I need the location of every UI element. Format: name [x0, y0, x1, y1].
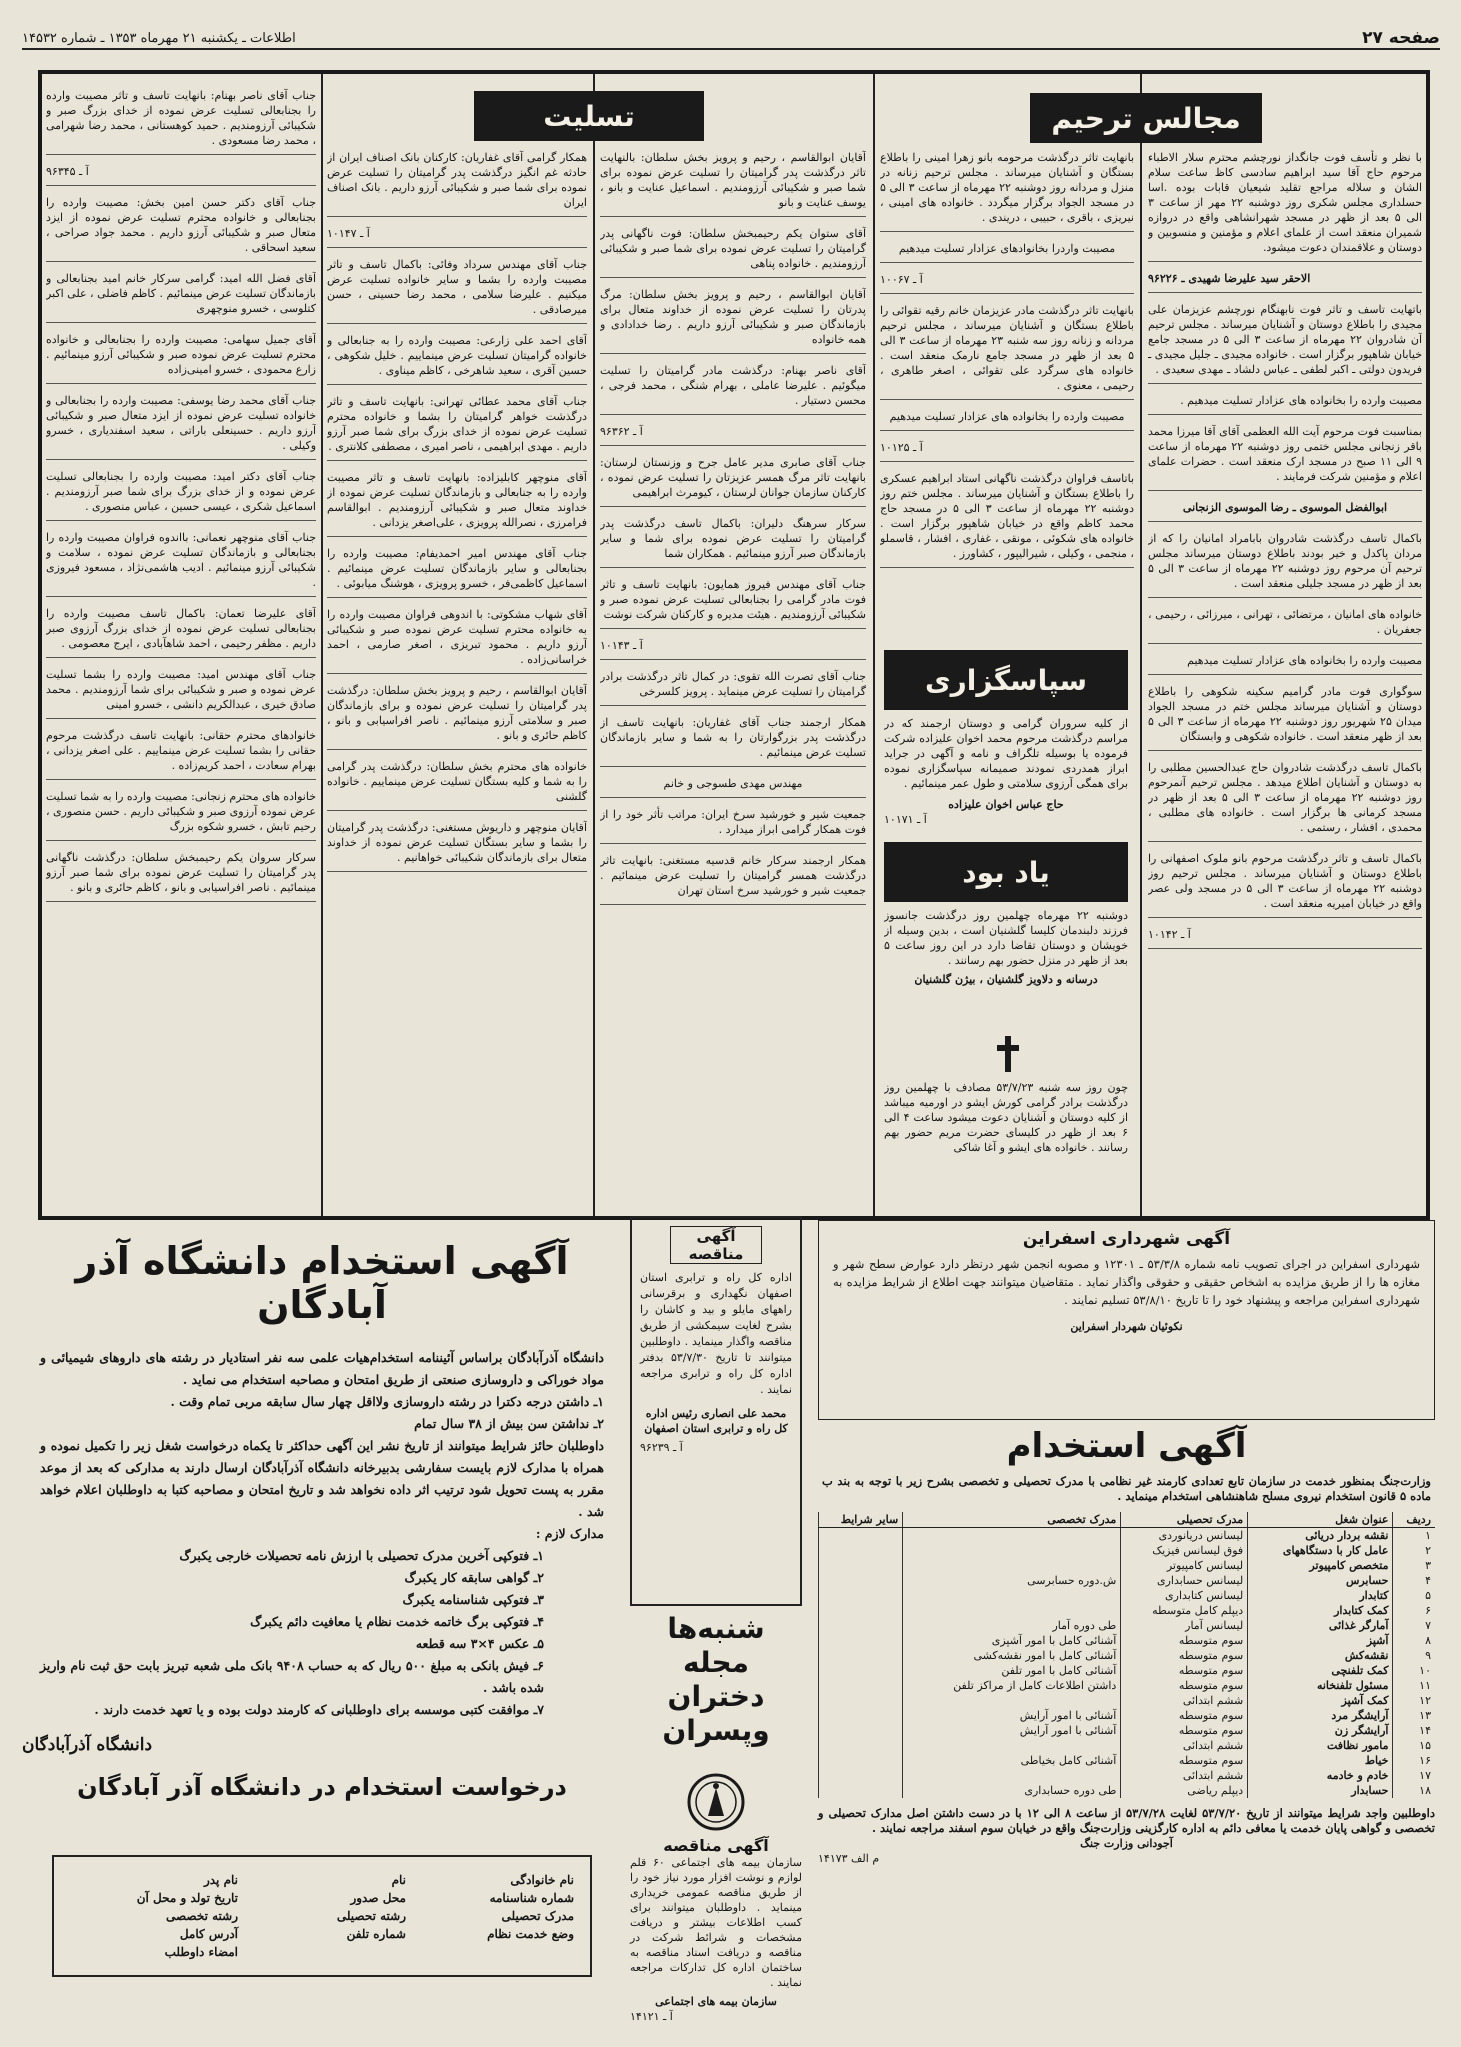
page-number: صفحه ۲۷ [1362, 28, 1440, 48]
table-cell: ۹ [1393, 1648, 1435, 1663]
magazine-promo [630, 1612, 802, 1762]
notice: همکار گرامی آقای غفاریان: کارکنان بانک اصناف ایران از حادثه غم انگیز درگذشت پدر گرامیتان را تسلیت عرض نموده برای شما صبر و شکیبائی آرزو داریم . بانک اصناف ایران [327, 150, 587, 217]
notice-code: آ ـ ۱۰۱۴۳ [600, 638, 866, 660]
notice: سوگواری فوت مادر گرامیم سکینه شکوهی را باطلاع دوستان و آشنایان میرساند مجلس ختم در مسجد الجواد میدان ۲۵ شهریور روز دوشنبه ۲۲ مهرماه از ساعت ۳ الی ۵ بعد از ظهر منعقد است . خانواده شکوهی و وابستگان [1148, 684, 1422, 751]
form-field: رشته تحصیلی [336, 1909, 406, 1923]
notice: خانواده های امانیان ، مرتضائی ، تهرانی ، میرزائی ، رحیمی ، جعفریان . [1148, 607, 1422, 644]
tender-1-title: آگهی مناقصه [670, 1226, 762, 1264]
table-cell: خادم و خادمه [1248, 1768, 1393, 1783]
table-cell: لیسانس دریانوردی [1121, 1528, 1248, 1544]
column-divider [321, 74, 323, 1216]
table-cell [819, 1768, 903, 1783]
table-cell [819, 1723, 903, 1738]
table-cell: ش.دوره حسابرسی [903, 1573, 1121, 1588]
notice: همکار ارجمند جناب آقای غفاریان: بانهایت تاسف از درگذشت پدر بزرگوارتان را به شما و سایر بازماندگان تسلیت عرض مینمائیم . [600, 715, 866, 767]
table-cell: ۳ [1393, 1558, 1435, 1573]
notice: مصیبت وارده را بخانواده های عزادار تسلیت میدهیم . [1148, 393, 1422, 415]
column-header: مدرک تخصصی [903, 1512, 1121, 1528]
form-field: تاریخ تولد و محل آن [136, 1891, 238, 1905]
table-cell [819, 1663, 903, 1678]
column-header: مدرک تحصیلی [1121, 1512, 1248, 1528]
yadbood-notice [884, 908, 1128, 1028]
table-cell: ۱۳ [1393, 1708, 1435, 1723]
notice: سرکار سرهنگ دلیران: باکمال تاسف درگذشت پدر گرامیتان را تسلیت عرض نموده برای شما و سایر بازماندگان صبر آرزو مینمائیم . همکاران شما [600, 516, 866, 568]
column-divider [593, 74, 595, 1216]
sepas-sign: حاج عباس اخوان علیزاده [948, 798, 1064, 811]
table-cell: لیسانس آمار [1121, 1618, 1248, 1633]
war-ministry-footer: داوطلبین واجد شرایط میتوانند از تاریخ ۵۳/۷/۲۰ لغایت ۵۳/۷/۲۸ از ساعت ۸ الی ۱۲ با در دست داشتن اصل مدارک تحصیلی و تخصصی و گواهی پایان خدمت یا معافی دائم به اداره کارگزینی وزارت‌جنگ واقع در خیابان سوم اسفند مراجعه نمایند . [818, 1806, 1435, 1835]
notice: باکمال تاسف درگذشت شادروان بابامراد امانیان را که از مردان پاکدل و خیر بودند باطلاع دوستان میرساند مجلس ترحیم آن مرحوم روز دوشنبه ۲۲ مهرماه از ساعت ۳ الی ۵ بعد از ظهر در مسجد جلیلی منعقد است . [1148, 531, 1422, 598]
table-row [819, 1768, 1436, 1783]
table-row [819, 1708, 1436, 1723]
table-row [819, 1753, 1436, 1768]
cross-icon [997, 1036, 1019, 1072]
table-cell: دیپلم ریاضی [1121, 1783, 1248, 1798]
column-2 [880, 150, 1134, 638]
table-cell: ششم ابتدائی [1121, 1768, 1248, 1783]
table-cell: آرایشگر مرد [1248, 1708, 1393, 1723]
notice: جناب آقای محمد عطائی تهرانی: بانهایت تاسف و تاثر درگذشت خواهر گرامیتان را بشما و خانواده محترم تسلیت عرض نموده از خدای بزرگ برای شما صبر آرزو داریم . مهدی ابراهیمی ، ناصر امیری ، مصطفی کلانتری . [327, 394, 587, 461]
application-form [52, 1855, 592, 1977]
doc-item: ۳ـ فتوکپی شناسنامه یکبرگ [402, 1592, 544, 1607]
tender-ad-1 [630, 1216, 802, 1606]
sepas-text: از کلیه سروران گرامی و دوستان ارجمند که در مراسم درگذشت مرحوم محمد اخوان علیزاده شرکت فرموده یا بوسیله تلگراف و نامه و آگهی در جراید ابراز همدردی نمودند صمیمانه سپاسگزاری نموده برای همگی آرزوی سلامتی و طول عمر مینمائیم . [884, 717, 1128, 790]
notice: باتهایت تاسف و تاثر فوت نابهنگام نورچشم عزیزمان علی مجیدی را باطلاع دوستان و آشنایان میرساند . مجلس ترحیم آن شادروان ۲۲ مهرماه از ساعت ۳ الی ۵ در مسجد جامع خیابان شاهپور برگزار است . خانواده مجیدی ـ جلیل مجیدی ـ فریدون دولتی ـ اکبر لطفی ـ عباس دلشاد ـ مهدی سعیدی . [1148, 302, 1422, 384]
table-cell: سوم متوسطه [1121, 1753, 1248, 1768]
table-row [819, 1783, 1436, 1798]
notice: خانواده های محترم زنجانی: مصیبت وارده را به شما تسلیت عرض نموده آرزوی صبر و شکیبائی داریم . حسن منصوری ، رحیم تابش ، خسرو شکوه بزرگ [46, 789, 316, 841]
notice-sign: ابوالفضل الموسوی ـ رضا الموسوی الزنجانی [1148, 500, 1422, 522]
table-cell: ۱۴ [1393, 1723, 1435, 1738]
table-cell [819, 1708, 903, 1723]
notice: آقای ستوان یکم رحیمبخش سلطان: فوت ناگهانی پدر گرامیتان را تسلیت عرض نموده برای شما صبر و شکیبائی آرزومندیم . خانواده پناهی [600, 226, 866, 278]
notice: آقای فضل الله امید: گرامی سرکار خانم امید بجنابعالی و بازماندگان تسلیت عرض مینمائیم . کاظم فاضلی ، علی اکبر کتلوسی ، خسرو منوچهری [46, 271, 316, 323]
table-cell: نقشه بردار دریائی [1248, 1528, 1393, 1544]
column-header: ردیف [1393, 1512, 1435, 1528]
magazine-line: وپسران [662, 1714, 770, 1747]
table-cell: آشنائی با امور آرایش [903, 1708, 1121, 1723]
notice: بانهایت تاثر درگذشت مادر عزیزمان خانم رقیه تقوائی را باطلاع بستگان و آشنایان میرساند ، مجلس ترحیم مردانه و زنانه روز سه شنبه ۲۳ مهرماه از ساعت ۳ الی ۵ بعد از ظهر در مسجد جامع نارمک منعقد است . خانواده های سرگرد علی تقوائی ، اصغر طاهری ، رحیمی ، معنوی . [880, 303, 1134, 400]
table-cell: ششم ابتدائی [1121, 1693, 1248, 1708]
table-row [819, 1633, 1436, 1648]
banner-tasliat: تسلیت [474, 91, 704, 141]
table-cell: ۱۵ [1393, 1738, 1435, 1753]
table-cell: سوم متوسطه [1121, 1723, 1248, 1738]
notice-sign: مصیبت وارده را بخانواده های عزادار تسلیت میدهیم [880, 409, 1134, 431]
table-cell [819, 1543, 903, 1558]
table-cell: لیسانس کتابداری [1121, 1588, 1248, 1603]
table-cell: آشنائی کامل بخیاطی [903, 1753, 1121, 1768]
table-cell [819, 1678, 903, 1693]
notice-sign: مصیبت واردرا بخانوادهای عزادار تسلیت میدهیم [880, 241, 1134, 263]
notice: جناب آقای تصرت الله تقوی: در کمال تاثر درگذشت برادر گرامیتان را تسلیت عرض مینماید . پرویز کلسرخی [600, 669, 866, 706]
table-cell: فوق لیسانس فیزیک [1121, 1543, 1248, 1558]
table-cell: داشتن اطلاعات کامل از مراکز تلفن [903, 1678, 1121, 1693]
tender-2-text: سازمان بیمه های اجتماعی ۶۰ قلم لوازم و نوشت افزار مورد نیاز خود را از طریق مناقصه عمومی خریداری مینماید . داوطلبان میتوانند برای کسب اطلاعات بیشتر و دریافت مشخصات و شرائط شرکت در مناقصه و دریافت اسناد مناقصه به ساختمان اداره کل تدارکات مراجعه نمایند . [630, 1856, 802, 1989]
table-cell: عامل کار با دستگاههای [1248, 1543, 1393, 1558]
form-field: شماره تلفن [346, 1927, 406, 1941]
azarabadegan-apply: داوطلبان حائز شرایط میتوانند از تاریخ نشر این آگهی حداکثر تا یکماه درخواست شغل زیر را تکمیل نموده و همراه با مدارک لازم بایست سفارشی بدبیرخانه دانشگاه آذرآبادگان ارسال دارند به مدارکی که بعد از موعد مقرر به پست تحویل شود ترتیب اثر داده نخواهد شد و تاریخ امتحان و مصاحبه کتبا به داوطلبان اعلام خواهد شد . [40, 1438, 604, 1519]
table-cell [903, 1738, 1121, 1753]
table-cell: ۴ [1393, 1573, 1435, 1588]
notice: بانهایت تاثر درگذشت مرحومه بانو زهرا امینی را باطلاع بستگان و آشنایان میرساند . مجلس ترحیم زنانه در منزل و مردانه روز دوشنبه ۲۲ مهرماه از ساعت ۳ الی ۵ در مسجد الجواد برگزار میگردد . خانواده های امینی ، نیریزی ، باقری ، حبیبی ، دریندی . [880, 150, 1134, 232]
notice: با نظر و تأسف فوت جانگداز نورچشم محترم سلار الاطباء مرحوم حاج آقا سید ابراهیم سادسی کاظ ساعت سلام الشان و سلاله مراجع تقلید شیعیان قابات بوده .اسا حسلداری مجلس شکری روز دوشنبه ۲۲ مهر از ساعت ۳ الی ۵ بعد از ظهر در مسجد شهرانشاهی واقع در دروازه شمیران منعقد است از علمای اعلام و مؤمنین و منسوبین و دوستان و علاقمندان دعوت میشود. [1148, 150, 1422, 262]
notice: جناب آقای مهندس امیر احمدیفام: مصیبت وارده را بجنابعالی و سایر بازماندگان تسلیت عرض مینمائیم . اسماعیل کاظمی‌فر ، خسرو پرویزی ، هوشنگ میابوئی . [327, 546, 587, 598]
war-ministry-ad [818, 1426, 1435, 2024]
azarabadegan-form-title: درخواست استخدام در دانشگاه آذر آبادگان [77, 1773, 567, 1801]
form-field: وضع خدمت نظام [487, 1927, 574, 1941]
esfarayen-ad [818, 1220, 1435, 1420]
tender-ad-2 [630, 1772, 802, 2024]
banner-yadbood: یاد بود [884, 842, 1128, 902]
notice: آقای شهاب مشکوتی: با اندوهی فراوان مصیبت وارده را به خانواده محترم تسلیت عرض نموده صبر و شکیبائی آرزو داریم . محمود تبریزی ، اصغر صارمی ، احمد خراسانی‌زاده . [327, 607, 587, 674]
form-field: نام پدر [203, 1873, 238, 1887]
table-cell: دیپلم کامل متوسطه [1121, 1603, 1248, 1618]
notice-code: آ ـ ۱۰۱۲۵ [880, 440, 1134, 462]
table-cell: ۸ [1393, 1633, 1435, 1648]
form-field: آدرس کامل [179, 1927, 238, 1941]
table-cell [819, 1528, 903, 1544]
notice: مصیبت وارده را بخانواده های عزادار تسلیت میدهیم [1148, 653, 1422, 675]
table-cell [903, 1693, 1121, 1708]
table-cell: سوم متوسطه [1121, 1633, 1248, 1648]
table-row [819, 1723, 1436, 1738]
notice-code: آ ـ ۱۰۱۴۷ [327, 226, 587, 248]
notice: آقای احمد علی زارعی: مصیبت وارده را به جنابعالی و خانواده گرامیتان تسلیت عرض مینماییم . خلیل شکوهی ، حسین آقری ، سعید شاهرخی ، کاظم میناوی . [327, 333, 587, 385]
table-header-row [819, 1512, 1436, 1528]
esfarayen-text: شهرداری اسفراین در اجرای تصویب نامه شماره ۵۳/۳/۸ ـ ۱۲۳۰۱ و مصوبه انجمن شهر درنظر دارد عوارض سطح شهر و مغازه ها را از طریق مزایده به اشخاص حقیقی و حقوقی واگذار نماید . متقاضیان میتوانند جهت اطلاع از شرایط مزایده به شهرداری اسفراین مراجعه و پیشنهاد خود را تا تاریخ ۵۳/۸/۱۰ تسلیم نمایند . [833, 1257, 1420, 1307]
azarabadegan-ad [22, 1225, 622, 2023]
table-cell: نقشه‌کش [1248, 1648, 1393, 1663]
yadbood-sign: درسانه و دلاویز گلشنیان ، بیژن گلشنیان [914, 973, 1098, 986]
table-cell [819, 1693, 903, 1708]
table-cell: کمک آشپز [1248, 1693, 1393, 1708]
yadbood2-text: چون روز سه شنبه ۵۳/۷/۲۳ مصادف با چهلمین روز درگذشت برادر گرامی کورش ایشو در اورمیه میباشد از کلیه دوستان و آشنایان دعوت میشود ساعت ۴ الی ۶ بعد از ظهر در کلیسای حضرت مریم حضور بهم رسانند . خانواده های ایشو و آغا شاکی [884, 1081, 1128, 1154]
table-cell: سوم متوسطه [1121, 1648, 1248, 1663]
table-cell: ۱۰ [1393, 1663, 1435, 1678]
war-ministry-intro: وزارت‌جنگ بمنظور خدمت در سازمان تابع تعدادی کارمند غیر نظامی با مدرک تحصیلی و تخصصی بشرح زیر با توجه به بند ب ماده ۵ قانون استخدام نیروی مسلح شاهنشاهی استخدام مینماید . [822, 1474, 1431, 1503]
notice: آقای علیرضا تعمان: باکمال تاسف مصیبت وارده را بجنابعالی تسلیت عرض نموده از خدای بزرگ آرزوی صبر داریم . مظفر رحیمی ، احمد شاهآبادی ، ایرج معصومی . [46, 606, 316, 658]
form-field: مدرک تحصیلی [501, 1909, 574, 1923]
column-5 [46, 88, 316, 1210]
yadbood-text: دوشنبه ۲۲ مهرماه چهلمین روز درگذشت جانسوز فرزند دلبندمان کلیسا گلشنیان است ، بدین وسیله از خویشان و دوستان تقاضا دارد در این روز ساعت ۵ بعد از ظهر در منزل حضور بهم رسانند . [884, 909, 1128, 967]
table-cell: طی دوره آمار [903, 1618, 1121, 1633]
magazine-line: دختران [667, 1680, 765, 1713]
azarabadegan-cond2: ۲ـ نداشتن سن بیش از ۳۸ سال تمام [414, 1416, 604, 1431]
table-cell: حسابدار [1248, 1783, 1393, 1798]
page-header [22, 28, 1440, 50]
table-cell [819, 1648, 903, 1663]
table-cell: خیاط [1248, 1753, 1393, 1768]
azarabadegan-body [40, 1347, 604, 1721]
table-cell: ۱۸ [1393, 1783, 1435, 1798]
table-cell: حسابرس [1248, 1573, 1393, 1588]
column-divider [873, 74, 875, 1216]
table-row [819, 1588, 1436, 1603]
notice: جناب آقای دکتر حسن امین بخش: مصیبت وارده را بجنابعالی و خانواده محترم تسلیت عرض نموده از ایزد متعال صبر و شکیبائی آرزو داریم . محمد جواد صراحی ، سعید اسحاقی . [46, 195, 316, 262]
table-row [819, 1558, 1436, 1573]
table-cell: کتابدار [1248, 1588, 1393, 1603]
table-cell: آرایشگر زن [1248, 1723, 1393, 1738]
notice: جناب آقای منوچهر نعمانی: بااندوه فراوان مصیبت وارده را بجنابعالی و بازماندگان تسلیت عرض نموده ، سلامت و شکیبائی آرزو مینمائیم . ادیب هاشمی‌نژاد ، مسعود فیروزی . [46, 530, 316, 597]
azarabadegan-intro: دانشگاه آذرآبادگان براساس آئیننامه استخدام‌هیات علمی سه نفر استادیار در رشته های داروهای شیمیائی و مواد خوراکی و داروسازی صنعتی از طریق امتحان و مصاحبه استخدام می نماید . [40, 1350, 604, 1387]
notice: جناب آقای صابری مدیر عامل جرح و وزنستان لرستان: بانهایت تاثر مرگ همسر عزیزتان را تسلیت عرض نموده ، کارکنان سازمان جوانان لرستان ، کیومرث ابراهیمی [600, 455, 866, 507]
column-header: سایر شرایط [819, 1512, 903, 1528]
notice: آقایان ابوالقاسم ، رحیم و پرویز بخش سلطان: درگذشت پدر گرامیتان را تسلیت عرض نموده و برای بازماندگان صبر و سلامتی آرزو مینمائیم . ناصر افراسیابی و بانو ، کاظم حائری و بانو . [327, 683, 587, 750]
notice: جمعیت شیر و خورشید سرخ ایران: مراتب تأثر خود را از فوت همکار گرامی ابراز میدارد . [600, 807, 866, 844]
doc-item: ۶ـ فیش بانکی به مبلغ ۵۰۰ ریال که به حساب ۹۴۰۸ بانک ملی شعبه تبریز بابت حق ثبت نام واریز شده باشد . [40, 1658, 545, 1695]
column-divider [1140, 74, 1142, 1216]
notice: آقای منوچهر کابلیزاده: بانهایت تاسف و تاثر مصیبت وارده را به جنابعالی و بازماندگان تسلیت عرض نموده از خداوند متعال صبر و شکیبائی آرزومندیم . ابوالقاسم فرامرزی ، نصرالله پرویزی ، علی‌اصغر یزدانی . [327, 470, 587, 537]
notice-code: آ ـ ۱۰۱۴۲ [1148, 927, 1422, 949]
positions-table [818, 1512, 1435, 1798]
notice: جناب آقای دکتر امید: مصیبت وارده را بجنابعالی تسلیت عرض نموده و از خدای بزرگ برای شما صبر آرزومندیم . اسماعیل شکری ، عیسی حسین ، عباس منصوری . [46, 469, 316, 521]
table-cell [903, 1543, 1121, 1558]
table-row [819, 1618, 1436, 1633]
notice: خانوادهای محترم حقانی: بانهایت تاسف درگذشت مرحوم حقانی را بشما تسلیت عرض مینماییم . علی اصغر یزدانی ، بهرام سعادت ، احمد کریم‌زاده . [46, 728, 316, 780]
notice: جناب آقای ناصر بهنام: بانهایت تاسف و تاثر مصیبت وارده را بجنابعالی تسلیت عرض نموده از خدای بزرگ صبر و شکیبائی آرزومندیم . حمید کوهستانی ، محمد رضا شهرامی ، محمد رضا مسعودی . [46, 88, 316, 155]
table-cell: طی دوره حسابداری [903, 1783, 1121, 1798]
azarabadegan-docs-title: مدارک لازم : [535, 1526, 604, 1541]
positions-body [819, 1528, 1436, 1799]
notice: آقایان ابوالقاسم ، رحیم و پرویز بخش سلطان: مرگ پدرتان را تسلیت عرض نموده از خداوند متعال برای بازماندگان صبر و شکیبائی آرزو داریم . رضا خدادادی و همه خانواده [600, 287, 866, 354]
form-field: نام [391, 1873, 406, 1887]
table-cell [819, 1603, 903, 1618]
war-ministry-code: م الف ۱۴۱۷۳ [818, 1852, 880, 1865]
esfarayen-title: آگهی شهرداری اسفراین [1022, 1229, 1231, 1249]
table-cell: مسئول تلفنخانه [1248, 1678, 1393, 1693]
notice: باکمال تاسف و تاثر درگذشت مرحوم بانو ملوک اصفهانی را باطلاع دوستان و آشنایان میرساند . مجلس ترحیم روز دوشنبه ۲۲ مهرماه از ساعت ۳ الی ۵ در مسجد ولی عصر واقع در خیابان امیریه منعقد است . [1148, 851, 1422, 918]
table-cell [819, 1783, 903, 1798]
notice-sign: الاحقر سید علیرضا شهیدی ـ ۹۶۲۲۶ [1148, 271, 1422, 293]
tender-1-text: اداره کل راه و ترابری استان اصفهان نگهداری و برقرسانی راههای مایلو و بید و کاشان را بشرح لغایت سیمکشی از طریق مناقصه واگذار مینماید . داوطلبین میتوانند تا تاریخ ۵۳/۷/۳۰ بدفتر اداره کل راه و ترابری مراجعه نمایند . [640, 1271, 793, 1396]
table-cell [819, 1558, 903, 1573]
azarabadegan-title: آگهی استخدام دانشگاه آذر آبادگان [75, 1239, 569, 1327]
table-cell: ۱۶ [1393, 1753, 1435, 1768]
notice: همکار ارجمند سرکار خانم قدسیه مستغنی: بانهایت تاثر درگذشت همسر گرامیتان را تسلیت عرض مینمائیم . جمعیت شیر و خورشید سرخ استان تهران [600, 853, 866, 905]
war-ministry-sign: آجودانی وزارت جنگ [1080, 1837, 1173, 1850]
war-ministry-title: آگهی استخدام [1006, 1426, 1247, 1466]
table-cell: کمک کتابدار [1248, 1603, 1393, 1618]
table-cell: آمارگر غذائی [1248, 1618, 1393, 1633]
table-cell: سوم متوسطه [1121, 1678, 1248, 1693]
notice: جناب آقای مهندس سرداد وفائی: باکمال تاسف و تاثر مصیبت وارده را بشما و سایر خانواده تسلیت عرض میکنیم . علیرضا سلامی ، محمد رضا حسینی ، حسن میرصادقی . [327, 257, 587, 324]
form-field: نام خانوادگی [510, 1873, 574, 1887]
table-row [819, 1678, 1436, 1693]
column-1 [1148, 150, 1422, 1210]
form-field [406, 1945, 574, 1959]
tender-2-code: آ ـ ۱۴۱۲۱ [630, 2010, 673, 2023]
notice: آقایان ابوالقاسم ، رحیم و پرویز بخش سلطان: بالنهایت تاثر درگذشت پدر گرامیتان را تسلیت عرض نموده برای شما صبر و شکیبائی آرزومندیم . اسماعیل عنایت و بانو ، یوسف عنایت و بانو [600, 150, 866, 217]
notice: خانواده های محترم بخش سلطان: درگذشت پدر گرامی را به شما و کلیه بستگان تسلیت عرض مینماییم . خانواده گلشنی [327, 759, 587, 811]
table-cell: مامور نظافت [1248, 1738, 1393, 1753]
yadbood-notice-2 [884, 1080, 1128, 1210]
social-insurance-logo-icon [686, 1772, 746, 1832]
table-cell: ۱ [1393, 1528, 1435, 1544]
table-cell: متخصص کامپیوتر [1248, 1558, 1393, 1573]
tender-2-sign: سازمان بیمه های اجتماعی [655, 1995, 777, 2008]
notice: باتاسف فراوان درگذشت ناگهانی استاد ابراهیم عسکری را باطلاع بستگان و آشنایان میرساند . مجلس ختم روز دوشنبه ۲۲ مهرماه از ساعت ۳ الی ۵ در مسجد حاج محمد کاظم واقع در خیابان شاهپور برگزار است . خانواده های شکوئی ، مونقی ، غفاری ، افشار ، قاسملو ، منجمی ، وکیلی ، شیرالیپور ، کشاورز . [880, 471, 1134, 568]
table-row [819, 1528, 1436, 1544]
table-cell [819, 1738, 903, 1753]
notice: بمناسبت فوت مرحوم آیت الله العظمی آقای آقا میرزا محمد باقر زنجانی مجلس ختمی روز دوشنبه ۲۲ مهرماه از ساعت ۹ الی ۱۱ صبح در مسجد ارک منعقد است . حضرات علمای اعلام و مؤمنین شرکت فرمایند . [1148, 424, 1422, 491]
doc-item: ۲ـ گواهی سابقه کار یکبرگ [404, 1570, 544, 1585]
magazine-line: مجله [683, 1646, 749, 1679]
table-cell: ۱۱ [1393, 1678, 1435, 1693]
table-row [819, 1738, 1436, 1753]
table-cell: ۶ [1393, 1603, 1435, 1618]
table-cell: آشپز [1248, 1633, 1393, 1648]
doc-item: ۱ـ فتوکپی آخرین مدرک تحصیلی با ارزش نامه تحصیلات خارجی یکبرگ [179, 1548, 544, 1563]
table-cell: آشنائی کامل با امور آشپزی [903, 1633, 1121, 1648]
table-cell [903, 1588, 1121, 1603]
table-cell: ۲ [1393, 1543, 1435, 1558]
notice: جناب آقای محمد رضا یوسفی: مصیبت وارده را بجنابعالی و خانواده تسلیت عرض نموده از ایزد متعال صبر و شکیبائی آرزو داریم . حسینعلی باراتی ، سعید اسفندیاری ، خسرو وکیلی . [46, 393, 316, 460]
tender-2-title: آگهی مناقصه [663, 1836, 769, 1855]
doc-item: ۵ـ عکس ۴×۳ سه قطعه [415, 1636, 544, 1651]
table-cell: سوم متوسطه [1121, 1663, 1248, 1678]
table-row [819, 1573, 1436, 1588]
notice: سرکار سروان یکم رحیمبخش سلطان: درگذشت ناگهانی پدر گرامیتان را تسلیت عرض نموده برای شما صبر آرزو مینمائیم . ناصر افراسیابی و بانو ، کاظم حائری و بانو . [46, 850, 316, 902]
notice-code: آ ـ ۹۶۳۴۵ [46, 164, 316, 186]
table-cell [819, 1618, 903, 1633]
form-field: شماره شناسنامه [489, 1891, 574, 1905]
column-4 [327, 150, 587, 1210]
column-header: عنوان شغل [1248, 1512, 1393, 1528]
table-cell: آشنائی کامل با امور نقشه‌کشی [903, 1648, 1121, 1663]
table-cell [819, 1573, 903, 1588]
table-row [819, 1543, 1436, 1558]
table-cell [903, 1528, 1121, 1544]
banner-majales-tarhim: مجالس ترحیم [1030, 93, 1262, 143]
notice-sign: مهندس مهدی طسوجی و خانم [600, 776, 866, 798]
tender-1-sign: محمد علی انصاری رئیس اداره کل راه و ترابری استان اصفهان [644, 1407, 788, 1435]
table-cell: لیسانس کامپیوتر [1121, 1558, 1248, 1573]
form-field [238, 1945, 406, 1959]
notice: باکمال تاسف درگذشت شادروان حاج عبدالحسین مطلبی را به دوستان و آشنایان اطلاع میدهد . مجلس ترحیم آنمرحوم روز دوشنبه ۲۲ مهرماه از ساعت ۳ الی ۵ بعد از ظهر در مسجد کرمانی ها برگزار است . خانواده های مطلبی ، محمدی ، افشار ، رستمی . [1148, 760, 1422, 842]
table-cell: ۱۲ [1393, 1693, 1435, 1708]
esfarayen-sign: نکوئیان شهردار اسفراین [1070, 1320, 1183, 1333]
table-cell: ششم ابتدائی [1121, 1738, 1248, 1753]
magazine-line: شنبه‌ها [667, 1612, 765, 1645]
table-row [819, 1693, 1436, 1708]
doc-item: ۷ـ موافقت کتبی موسسه برای داوطلبانی که کارمند دولت بوده و یا تعهد خدمت دارند . [94, 1702, 544, 1717]
table-cell: ۵ [1393, 1588, 1435, 1603]
table-cell: آشنائی کامل با امور تلفن [903, 1663, 1121, 1678]
azarabadegan-signature: دانشگاه آذرآبادگان [22, 1735, 153, 1755]
table-cell [819, 1588, 903, 1603]
notice: جناب آقای مهندس امید: مصیبت وارده را بشما تسلیت عرض نموده و صبر و شکیبائی برای شما آرزومندیم . محمد صادق خیری ، عبدالکریم دانشی ، خسرو امینی [46, 667, 316, 719]
sepas-notice [884, 716, 1128, 834]
table-cell [903, 1768, 1121, 1783]
table-cell [903, 1558, 1121, 1573]
table-cell: آشنائی با امور آرایش [903, 1723, 1121, 1738]
notice: آقای ناصر بهنام: درگذشت مادر گرامیتان را تسلیت میگوئیم . علیرضا عاملی ، بهرام شنگی ، محمد فرجی ، محسن دستیار . [600, 363, 866, 415]
table-cell: کمک تلفنچی [1248, 1663, 1393, 1678]
table-row [819, 1648, 1436, 1663]
table-cell: لیسانس حسابداری [1121, 1573, 1248, 1588]
azarabadegan-cond1: ۱ـ داشتن درجه دکترا در رشته داروسازی ولااقل چهار سال سابقه مربی تمام وقت . [170, 1394, 604, 1409]
notice-code: آ ـ ۱۰۱۷۱ [884, 813, 927, 826]
doc-item: ۴ـ فتوکپی برگ خاتمه خدمت نظام یا معافیت دائم یکبرگ [250, 1614, 544, 1629]
tender-1-code: آ ـ ۹۶۲۳۹ [640, 1441, 683, 1454]
column-3 [600, 150, 866, 1210]
table-row [819, 1663, 1436, 1678]
notice-code: آ ـ ۹۶۳۶۲ [600, 424, 866, 446]
banner-sepasgozari: سپاسگزاری [884, 650, 1128, 710]
table-cell [903, 1603, 1121, 1618]
table-cell: ۷ [1393, 1618, 1435, 1633]
form-field: امضاء داوطلب [164, 1945, 238, 1959]
form-field: محل صدور [350, 1891, 406, 1905]
table-cell [819, 1633, 903, 1648]
notice: جناب آقای مهندس فیروز همایون: بانهایت تاسف و تاثر فوت مادر گرامی را بجنابعالی تسلیت عرض نموده صبر و شکیبائی آرزومندیم . هیئت مدیره و کارکنان شرکت نوشت [600, 577, 866, 629]
issue-info: اطلاعات ـ یکشنبه ۲۱ مهرماه ۱۳۵۳ ـ شماره ۱۴۵۳۲ [22, 30, 296, 46]
notice-code: آ ـ ۱۰۰۶۷ [880, 272, 1134, 294]
form-field: رشته تخصصی [166, 1909, 238, 1923]
notice: آقایان منوچهر و داریوش مستغنی: درگذشت پدر گرامیتان را بشما و سایر بستگان تسلیت عرض نموده از خداوند متعال برای بازماندگان شکیبائی خواهانیم . [327, 820, 587, 872]
table-row [819, 1603, 1436, 1618]
table-cell: سوم متوسطه [1121, 1708, 1248, 1723]
azarabadegan-docs [40, 1545, 604, 1721]
table-cell [819, 1753, 903, 1768]
notice: آقای جمیل سهامی: مصیبت وارده را بجنابعالی و خانواده محترم تسلیت عرض نموده صبر و شکیبائی آرزو مینمائیم . زارع محمودی ، خسرو امینی‌زاده [46, 332, 316, 384]
table-cell: ۱۷ [1393, 1768, 1435, 1783]
